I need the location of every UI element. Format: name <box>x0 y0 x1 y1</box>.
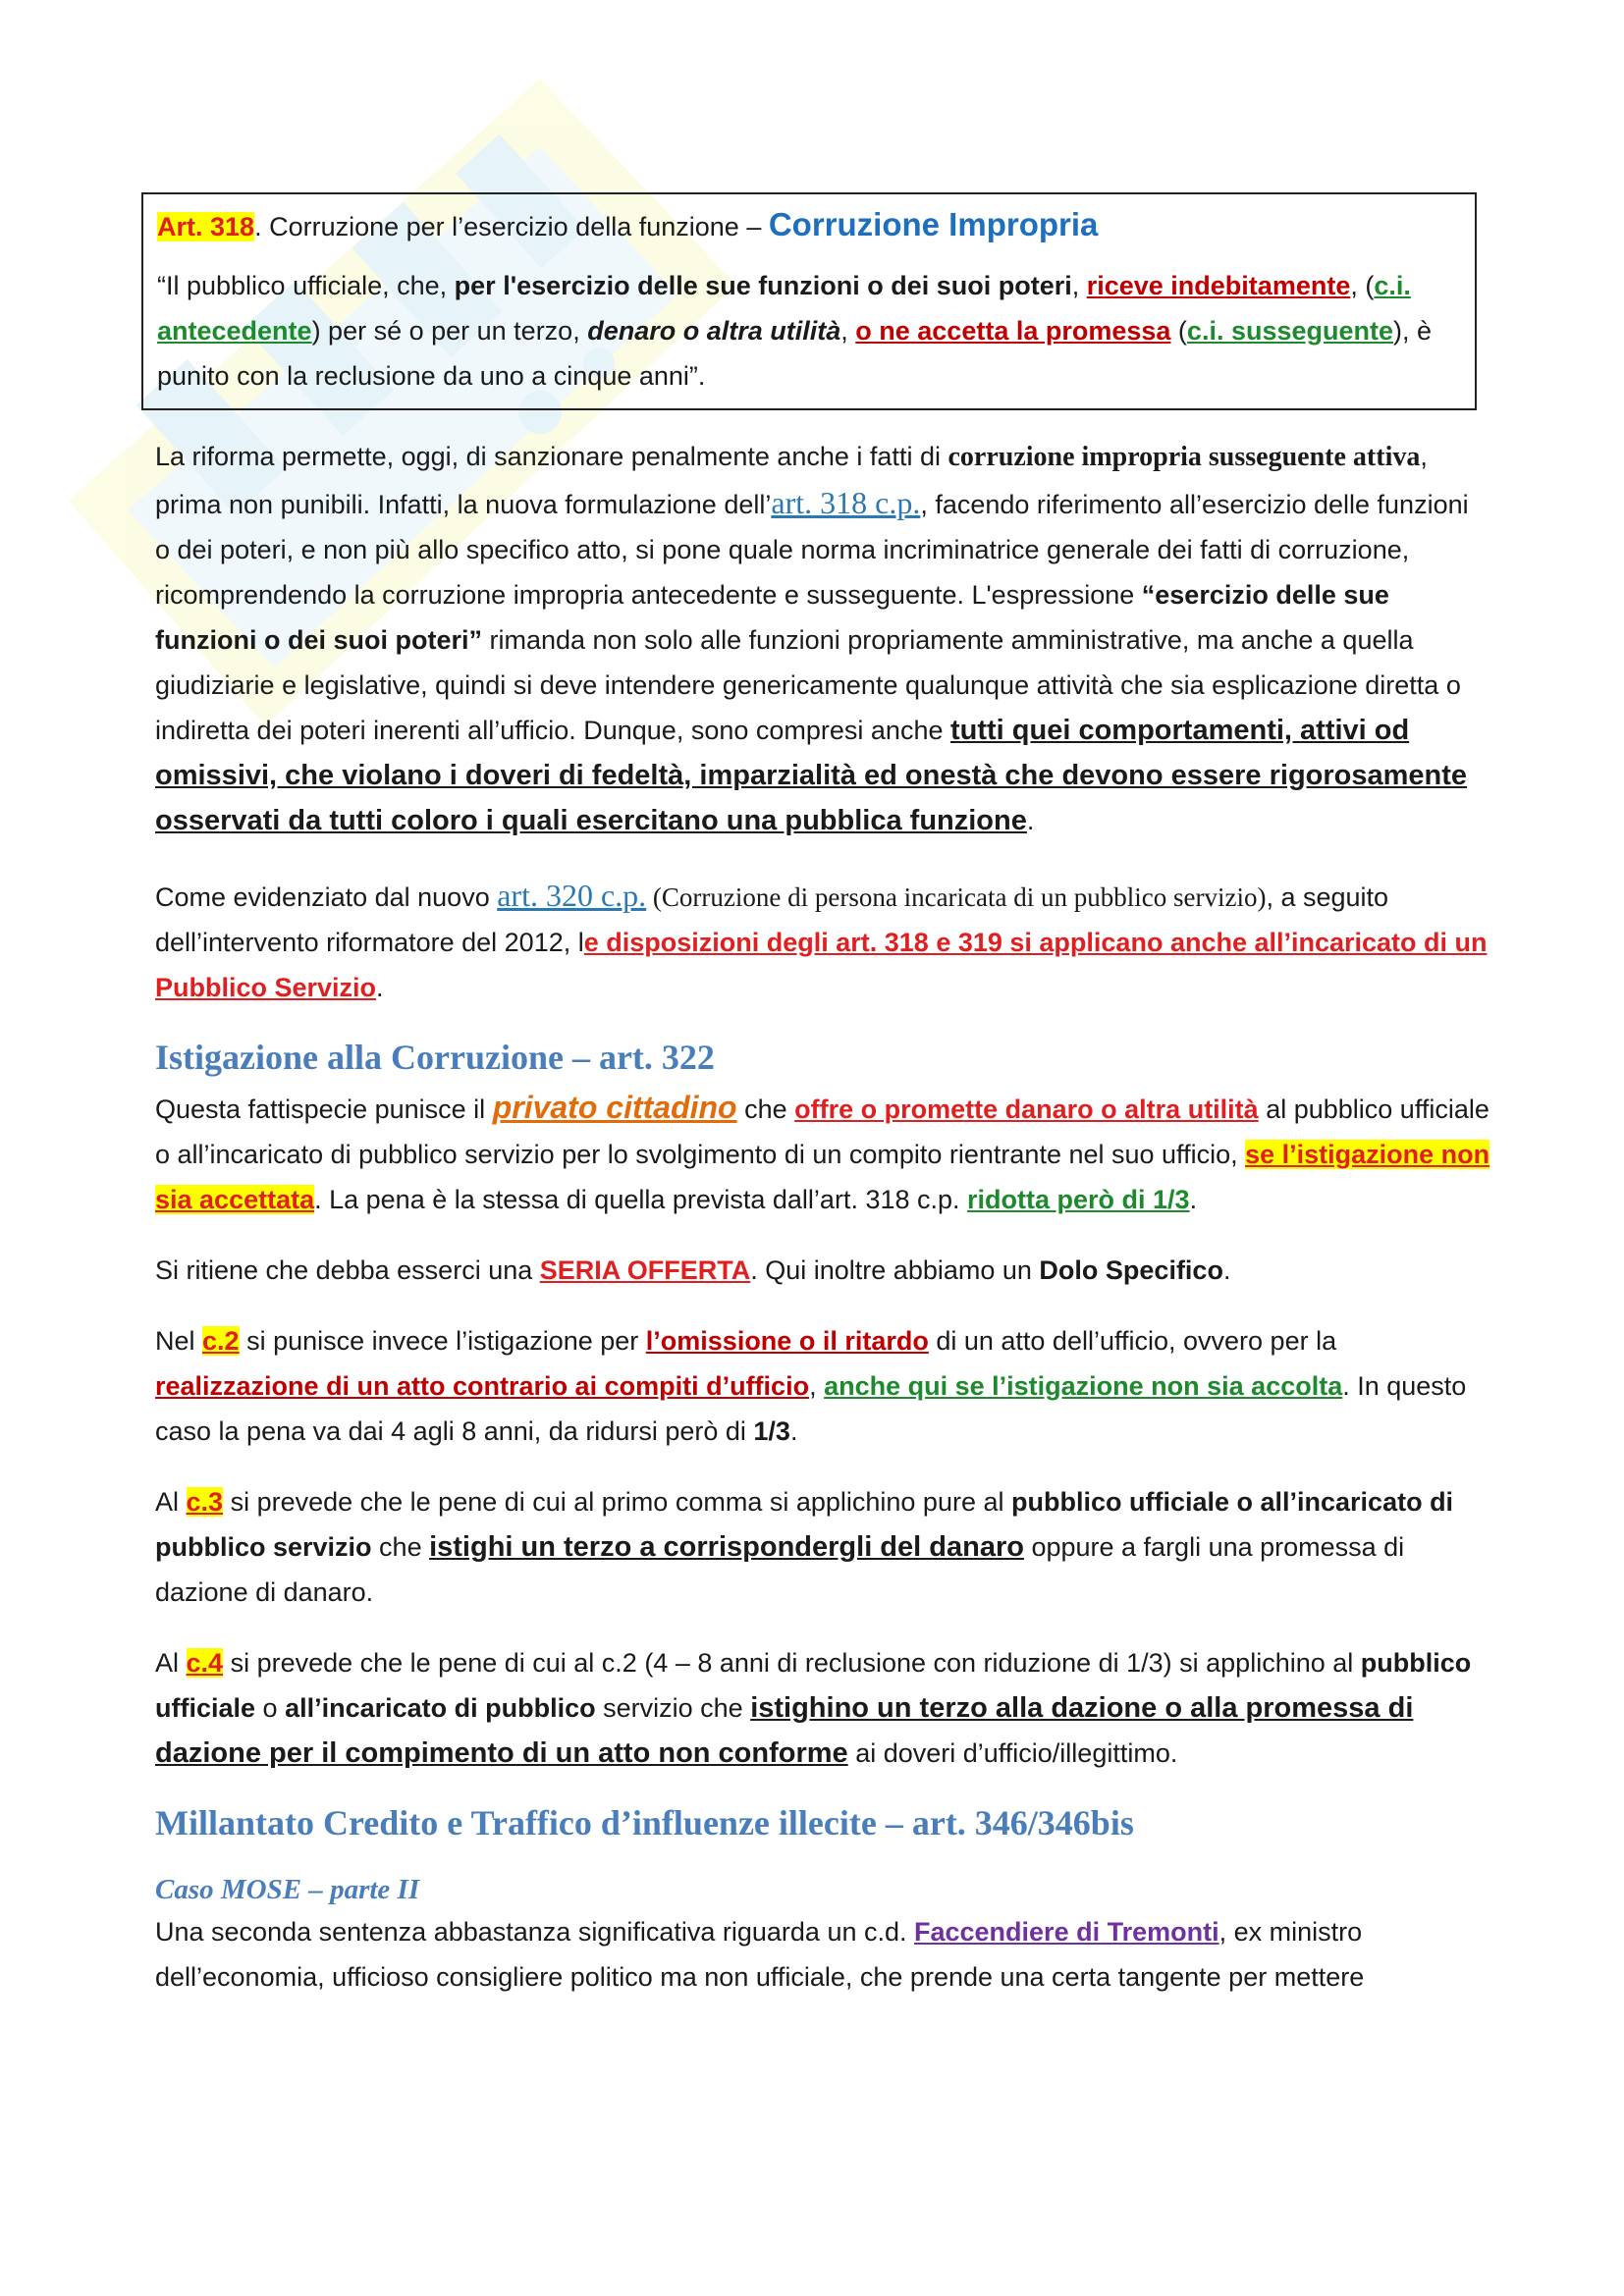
istigazione-heading: Istigazione alla Corruzione – art. 322 <box>155 1038 715 1077</box>
seria-paragraph: Si ritiene che debba esserci una SERIA OFFERTA. Qui inoltre abbiamo un Dolo Specifico. <box>155 1255 1231 1285</box>
art318-link[interactable]: art. 318 c.p. <box>771 485 921 520</box>
istigazione-paragraph: Questa fattispecie punisce il privato cittadino che offre o promette danaro o altra utilità al pubblico ufficiale o all’incaricato di pubblico servizio per lo svolgimento di un compito rientrante nel suo ufficio, se l’istigazione non sia accettata. La pena è la stessa di quella prevista dall’art. 318 c.p. ridotta però di 1/3. <box>155 1090 1490 1214</box>
art318-quote: “Il pubblico ufficiale, che, per l'esercizio delle sue funzioni o dei suoi poteri, riceve indebitamente, (c.i. antecedente) per sé o per un terzo, denaro o altra utilità, o ne accetta la promessa (c.i. susseguente), è punito con la reclusione da uno a cinque anni”. <box>157 271 1433 391</box>
art318-box <box>141 192 1477 410</box>
art318-title-highlight: Corruzione Impropria <box>768 206 1099 242</box>
art318-title: Art. 318. Corruzione per l’esercizio della funzione – Corruzione Impropria <box>157 206 1099 242</box>
caso-mose-subheading: Caso MOSE – parte II <box>155 1874 420 1905</box>
riforma-paragraph: La riforma permette, oggi, di sanzionare penalmente anche i fatti di corruzione impropria susseguente attiva, prima non punibili. Infatti, la nuova formulazione dell’art. 318 c.p., facendo riferimento all’esercizio delle funzioni o dei poteri, e non più allo specifico atto, si pone quale norma incriminatrice generale dei fatti di corruzione, ricomprendendo la corruzione impropria antecedente e susseguente. L'espressione “esercizio delle sue funzioni o dei suoi poteri” rimanda non solo alle funzioni propriamente amministrative, ma anche a quella giudiziarie e legislative, quindi si deve intendere genericamente qualunque attività che sia esplicazione diretta o indiretta dei poteri inerenti all’ufficio. Dunque, sono compresi anche tutti quei comportamenti, attivi od omissivi, che violano i doveri di fedeltà, imparzialità ed onestà che devono essere rigorosamente osservati da tutti coloro i quali esercitano una pubblica funzione. <box>155 442 1469 836</box>
art318-label: Art. 318 <box>157 212 255 241</box>
document-page <box>155 192 1490 2000</box>
comma2-paragraph: Nel c.2 si punisce invece l’istigazione per l’omissione o il ritardo di un atto dell’ufficio, ovvero per la realizzazione di un atto contrario ai compiti d’ufficio, anche qui se l’istigazione non sia accolta. In questo caso la pena va dai 4 agli 8 anni, da ridursi però di 1/3. <box>155 1326 1467 1446</box>
comma3-paragraph: Al c.3 si prevede che le pene di cui al primo comma si applichino pure al pubblico ufficiale o all’incaricato di pubblico servizio che istighi un terzo a corrispondergli del danaro oppure a fargli una promessa di dazione di danaro. <box>155 1487 1454 1607</box>
millantato-heading: Millantato Credito e Traffico d’influenze illecite – art. 346/346bis <box>155 1803 1134 1842</box>
art320-paragraph: Come evidenziato dal nuovo art. 320 c.p. (Corruzione di persona incaricata di un pubblico servizio), a seguito dell’intervento riformatore del 2012, le disposizioni degli art. 318 e 319 si applicano anche all’incaricato di un Pubblico Servizio. <box>155 878 1488 1002</box>
comma4-paragraph: Al c.4 si prevede che le pene di cui al c.2 (4 – 8 anni di reclusione con riduzione di 1/3) si applichino al pubblico ufficiale o all’incaricato di pubblico servizio che istighino un terzo alla dazione o alla promessa di dazione per il compimento di un atto non conforme ai doveri d’ufficio/illegittimo. <box>155 1648 1472 1769</box>
art320-link[interactable]: art. 320 c.p. <box>497 878 647 913</box>
mose-paragraph: Una seconda sentenza abbastanza significativa riguarda un c.d. Faccendiere di Tremonti, ex ministro dell’economia, ufficioso consigliere politico ma non ufficiale, che prende una certa tangente per mettere <box>155 1917 1365 1992</box>
